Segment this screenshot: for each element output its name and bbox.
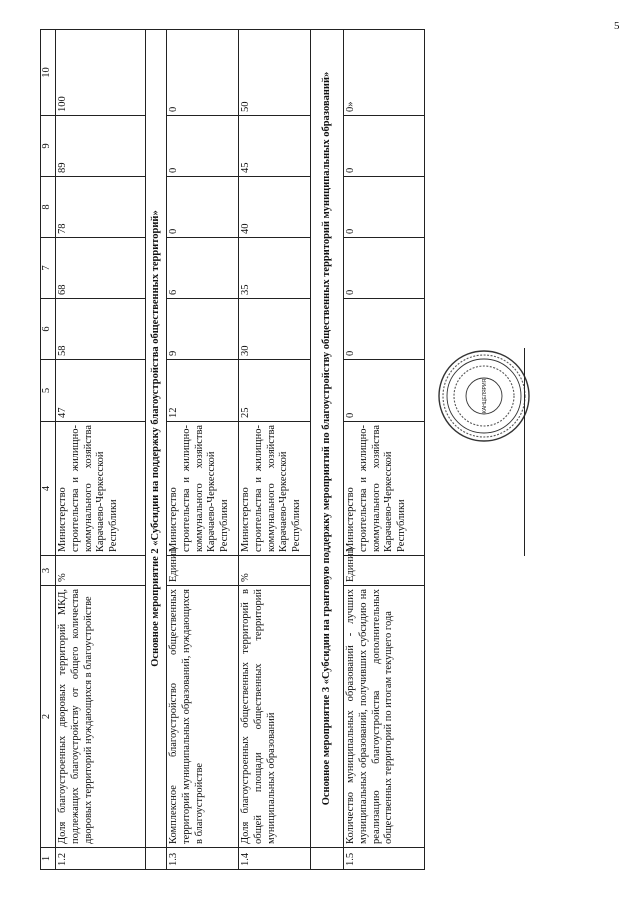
rotated-page: [40, 30, 630, 870]
value-cell: 0: [344, 299, 425, 360]
row-number: 1.4: [239, 848, 311, 870]
table-row: [167, 30, 239, 870]
value-cell: 0: [344, 116, 425, 177]
executor-cell: Министерство строительства и жилищно-коммунального хозяйства Карачаево-Черкесской Республики: [239, 422, 311, 556]
value-cell: 0: [167, 116, 239, 177]
value-cell: 9: [167, 299, 239, 360]
signature-line: [524, 348, 525, 556]
value-cell: 40: [239, 177, 311, 238]
value-cell: 89: [56, 116, 146, 177]
unit-cell: Единиц: [344, 556, 425, 586]
indicators-table-wrapper: [40, 30, 425, 870]
section-title: Основное мероприятие 2 «Субсидии на поддержку благоустройства общественных территорий»: [146, 30, 167, 848]
value-cell: 78: [56, 177, 146, 238]
value-cell: 0»: [344, 30, 425, 116]
page-number: 5: [614, 20, 620, 32]
section-title: Основное мероприятие 3 «Субсидии на грантовую поддержку мероприятий по благоустройству общественных территорий муниципальных образований»: [311, 30, 344, 848]
value-cell: 30: [239, 299, 311, 360]
header-cell: 1: [41, 848, 56, 870]
value-cell: 0: [167, 177, 239, 238]
unit-cell: Единиц: [167, 556, 239, 586]
indicator-name: Доля благоустроенных дворовых территорий МКД, подлежащих благоустройству от общего количества дворовых территорий нуждающихся в благоустройстве: [56, 586, 146, 848]
unit-cell: %: [239, 556, 311, 586]
value-cell: 35: [239, 238, 311, 299]
section-row: [311, 30, 344, 870]
value-cell: 100: [56, 30, 146, 116]
table-row: [344, 30, 425, 870]
header-cell: 9: [41, 116, 56, 177]
header-cell: 5: [41, 360, 56, 422]
row-number: 1.5: [344, 848, 425, 870]
value-cell: 0: [344, 360, 425, 422]
header-cell: 3: [41, 556, 56, 586]
indicator-name: Количество муниципальных образований - лучших муниципальных образований, получивших субсидию на реализацию благоустройства дополнительных общественных территорий по итогам текущего года: [344, 586, 425, 848]
section-spacer: [146, 848, 167, 870]
row-number: 1.3: [167, 848, 239, 870]
header-cell: 2: [41, 586, 56, 848]
value-cell: 50: [239, 30, 311, 116]
value-cell: 58: [56, 299, 146, 360]
row-number: 1.2: [56, 848, 146, 870]
value-cell: 6: [167, 238, 239, 299]
seal-text: КАНЦЕЛЯРИЯ: [482, 378, 488, 414]
value-cell: 12: [167, 360, 239, 422]
executor-cell: Министерство строительства и жилищно-коммунального хозяйства Карачаево-Черкесской Республики: [344, 422, 425, 556]
table-row: [56, 30, 146, 870]
unit-cell: %: [56, 556, 146, 586]
indicator-name: Доля благоустроенных общественных территорий в общей площади общественных территорий муниципальных образований: [239, 586, 311, 848]
executor-cell: Министерство строительства и жилищно-коммунального хозяйства Карачаево-Черкесской Республики: [56, 422, 146, 556]
header-row: [41, 30, 56, 870]
section-spacer: [311, 848, 344, 870]
table-row: [239, 30, 311, 870]
section-row: [146, 30, 167, 870]
header-cell: 7: [41, 238, 56, 299]
value-cell: 0: [344, 238, 425, 299]
official-seal-stamp: [436, 348, 532, 444]
value-cell: 45: [239, 116, 311, 177]
value-cell: 25: [239, 360, 311, 422]
header-cell: 10: [41, 30, 56, 116]
executor-cell: Министерство строительства и жилищно-коммунального хозяйства Карачаево-Черкесской Республики: [167, 422, 239, 556]
value-cell: 47: [56, 360, 146, 422]
value-cell: 0: [167, 30, 239, 116]
value-cell: 68: [56, 238, 146, 299]
value-cell: 0: [344, 177, 425, 238]
indicators-table: [40, 29, 425, 870]
indicator-name: Комплексное благоустройство общественных территорий муниципальных образований, нуждающихся в благоустройстве: [167, 586, 239, 848]
header-cell: 8: [41, 177, 56, 238]
header-cell: 6: [41, 299, 56, 360]
header-cell: 4: [41, 422, 56, 556]
